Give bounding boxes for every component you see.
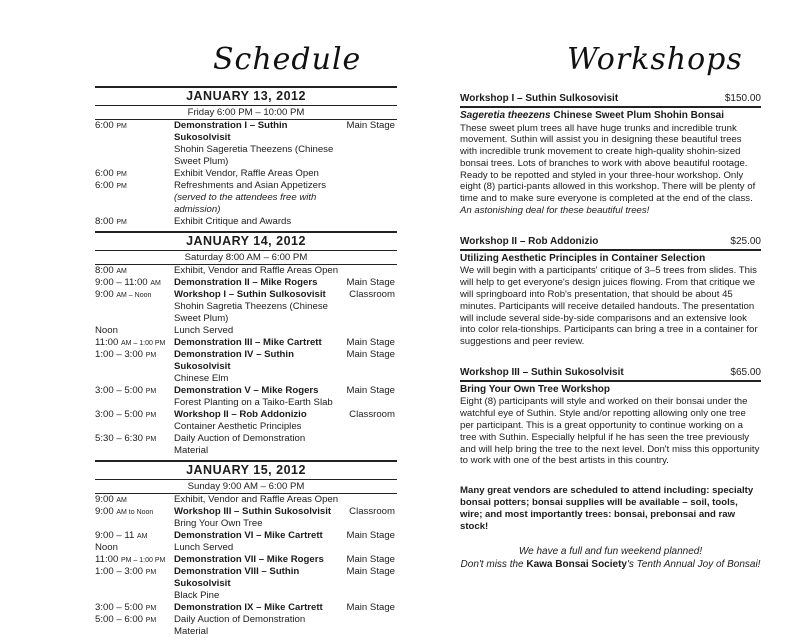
schedule-row [95,614,397,638]
schedule-row [95,119,397,168]
date-bar: JANUARY 14, 2012 [95,231,397,251]
workshop-header [460,92,761,108]
time-value: 11:00 [95,554,119,565]
time-ampm: PM [116,183,127,190]
workshop-description [460,265,761,348]
row-time [95,542,171,554]
time-value: 3:00 – 5:00 [95,409,144,420]
workshop-name: Workshop I – Suthin Sulkosovisit [460,93,619,104]
time-value: 5:30 – 6:30 [95,433,144,444]
event-title: Demonstration IX – Mike Cartrett [174,602,323,613]
time-ampm: PM – 1:00 PM [120,557,166,564]
time-ampm: PM [145,352,157,359]
time-ampm: PM [116,219,127,226]
closing-note [460,545,761,571]
time-value: 9:00 – 11:00 [95,277,148,288]
row-time [95,216,171,229]
event-title: Demonstration V – Mike Rogers [174,385,319,396]
row-location: Main Stage [346,602,395,613]
row-event [174,265,397,277]
schedule-row [95,264,397,277]
day-hours: Saturday 8:00 AM – 6:00 PM [184,252,308,263]
workshop-list [460,92,761,467]
description-text: Eight (8) participants will style and worked on their bonsai under the watchful eye of Suthin. Style and/or repotting allowing only one tree per participant. This is a great opportunity to continue working on a tree with Suthin. Especially helpful if he has seen the tree previously and will help bring the tree to the next level. Don't miss this opportunity to work with one of the best artists in this country. [460,396,760,467]
row-event [174,494,397,506]
row-event [174,614,397,638]
day-hours: Friday 6:00 PM – 10:00 PM [187,107,305,118]
time-value: 11:00 [95,337,119,348]
day-block [95,86,397,228]
date-bar: JANUARY 15, 2012 [95,460,397,480]
event-title: Demonstration III – Mike Cartrett [174,337,322,348]
subtitle-text: Bring Your Own Tree Workshop [460,383,611,395]
event-title: Demonstration VI – Mike Cartrett [174,530,323,541]
event-title: Exhibit Critique and Awards [174,216,292,227]
row-location: Main Stage [346,120,395,131]
schedule-row [95,385,397,409]
workshop [460,92,761,217]
event-subtitle: Container Aesthetic Principles [174,421,302,432]
workshop-price: $65.00 [730,366,761,378]
row-location: Main Stage [346,566,395,577]
workshop-header [460,366,761,382]
time-value: 5:00 – 6:00 [95,614,144,625]
event-title: Demonstration IV – Suthin Sukosolvisit [174,349,294,372]
row-time [95,566,171,579]
event-title: Workshop II – Rob Addonizio [174,409,307,420]
schedule-column [95,86,397,641]
workshop-description [460,123,761,217]
workshop-name: Workshop II – Rob Addonizio [460,235,599,247]
schedule-row [95,506,397,530]
time-ampm: AM [116,268,127,275]
schedule-row [95,530,397,542]
event-title: Demonstration II – Mike Rogers [174,277,318,288]
time-ampm: PM [145,388,157,395]
date-bar: JANUARY 13, 2012 [95,86,397,106]
workshop [460,366,761,467]
row-location: Main Stage [346,337,395,348]
row-event [174,325,397,337]
row-time [95,180,171,193]
schedule-row [95,325,397,337]
subtitle-text: Utilizing Aesthetic Principles in Container Selection [460,252,706,264]
workshop-subtitle [460,384,761,397]
event-title: Lunch Served [174,542,234,553]
event-subtitle: Shohin Sagretia Theezens (Chinese Sweet Plum) [174,301,328,324]
time-ampm: AM – 1:00 PM [120,340,166,347]
time-ampm: AM – Noon [116,292,152,299]
time-value: 3:00 – 5:00 [95,385,144,396]
event-title: Workshop III – Suthin Sukosolvisit [174,506,332,517]
row-time [95,289,171,302]
event-subtitle: Black Pine [174,590,220,601]
row-event [174,542,397,554]
description-text: We will begin with a participants' critique of 3–5 trees from slides. This will help to get everyone's design juices flowing. From that critique we will springboard into Rob's presentation, that should be about 45 minutes. Participants will receive detailed handouts. The presentation will include several side-by-side comparisons and an extensive look into color rela-tionships. Participants can bring a tree in a container for suggestions and peer review. [460,265,758,348]
time-ampm: PM [145,605,157,612]
row-location: Main Stage [346,349,395,360]
row-event [174,180,397,216]
workshop-name: Workshop III – Suthin Sukosolvisit [460,366,624,378]
time-ampm: PM [116,123,127,130]
time-value: 6:00 [95,168,114,179]
event-title: Demonstration VIII – Suthin Sukosolvisit [174,566,300,589]
time-ampm: PM [145,412,157,419]
time-value: 9:00 [95,494,114,505]
row-location: Main Stage [346,277,395,288]
row-time [95,409,171,422]
row-location: Main Stage [346,385,395,396]
subtitle-italic: Sageretia theezens [460,110,551,121]
time-ampm: PM [145,436,157,443]
event-subtitle: Shohin Sageretia Theezens (Chinese Sweet Plum) [174,144,334,167]
time-value: 3:00 – 5:00 [95,602,144,613]
time-value: Noon [95,542,118,553]
time-ampm: PM [145,617,157,624]
workshops-title: Workshops [567,42,743,77]
time-ampm: AM to Noon [116,509,154,516]
schedule-row [95,602,397,614]
schedule-row [95,349,397,385]
workshop-price: $25.00 [730,235,761,247]
time-value: 6:00 [95,120,114,131]
row-event [174,433,397,457]
row-location: Main Stage [346,530,395,541]
schedule-row [95,542,397,554]
workshop-header [460,235,761,251]
workshop-subtitle [460,110,761,123]
time-ampm: AM [150,280,161,287]
schedule-row [95,168,397,180]
schedule-row [95,554,397,566]
schedule-title: Schedule [213,42,362,77]
description-italic: An astonishing deal for these beautiful trees! [460,205,650,217]
description-text: These sweet plum trees all have huge trunks and incredible trunk movement. Suthin will assist you in designing these beautiful trees with incredible trunk movement to create high-quality shohin-sized bonsai trees. Lots of branches to work with above beautiful rootage. Ready to be repotted and styled in your three-hour workshop. Only eight (8) partici-pants allowed in this workshop. There will be plenty of time and to make sure everyone is completed at the end of the class. [460,122,756,205]
event-title: Workshop I – Suthin Sulkosovisit [174,289,326,300]
event-subtitle: Bring Your Own Tree [174,518,263,529]
time-value: Noon [95,325,118,336]
workshops-column [460,92,761,571]
schedule-row [95,180,397,216]
event-title: Exhibit, Vendor and Raffle Areas Open [174,265,339,276]
vendors-note: Many great vendors are scheduled to attend including: specialty bonsai potters; bonsai supplies will be available – soil, tools, wire; and most importantly trees: bonsai, prebonsai and raw stock! [460,485,754,533]
time-value: 6:00 [95,180,114,191]
event-title: Demonstration I – Suthin Sukosolvisit [174,120,288,143]
row-time [95,349,171,362]
workshop-price: $150.00 [724,93,761,104]
schedule-row [95,216,397,228]
closing-post: 's Tenth Annual Joy of Bonsai! [626,559,761,571]
time-value: 9:00 [95,289,114,300]
event-title: Daily Auction of Demonstration Material [174,614,306,637]
row-location: Classroom [349,409,395,420]
schedule-row [95,493,397,506]
workshop-subtitle [460,253,761,266]
day-hours: Sunday 9:00 AM – 6:00 PM [187,481,305,492]
workshop-description [460,396,761,467]
time-value: 8:00 [95,216,114,227]
event-subtitle: Forest Planting on a Taiko-Earth Slab [174,397,333,408]
row-time [95,325,171,337]
event-title: Refreshments and Asian Appetizers [174,180,326,191]
schedule-row [95,337,397,349]
society-name: Kawa Bonsai Society [526,559,627,571]
event-subtitle: Chinese Elm [174,373,229,384]
closing-line-1: We have a full and fun weekend planned! [518,546,703,558]
time-ampm: AM [116,497,127,504]
workshop [460,235,761,348]
event-title: Exhibit, Vendor and Raffle Areas Open [174,494,339,505]
schedule-row [95,289,397,325]
time-ampm: AM [136,533,148,540]
row-time [95,506,171,519]
closing-pre: Don't miss the [460,559,527,571]
subtitle-text: Chinese Sweet Plum Shohin Bonsai [550,110,724,121]
row-event [174,168,397,180]
row-location: Main Stage [346,554,395,565]
day-block [95,460,397,638]
row-time [95,614,171,627]
row-location: Classroom [349,506,395,517]
schedule-row [95,409,397,433]
time-value: 9:00 [95,506,114,517]
row-event [174,216,397,228]
day-block [95,231,397,457]
row-time [95,433,171,446]
event-note: (served to the attendees free with admission) [174,192,317,215]
schedule-row [95,277,397,289]
row-location: Classroom [349,289,395,300]
row-time [95,120,171,133]
time-value: 1:00 – 3:00 [95,566,144,577]
schedule-row [95,566,397,602]
time-value: 8:00 [95,265,114,276]
event-title: Demonstration VII – Mike Rogers [174,554,324,565]
schedule-row [95,433,397,457]
time-ampm: PM [116,171,127,178]
row-time [95,385,171,398]
time-value: 1:00 – 3:00 [95,349,144,360]
time-ampm: PM [145,569,157,576]
closing-line-2 [460,558,761,571]
event-title: Lunch Served [174,325,234,336]
time-value: 9:00 – 11 [95,530,135,541]
event-title: Daily Auction of Demonstration Material [174,433,306,456]
event-title: Exhibit Vendor, Raffle Areas Open [174,168,319,179]
